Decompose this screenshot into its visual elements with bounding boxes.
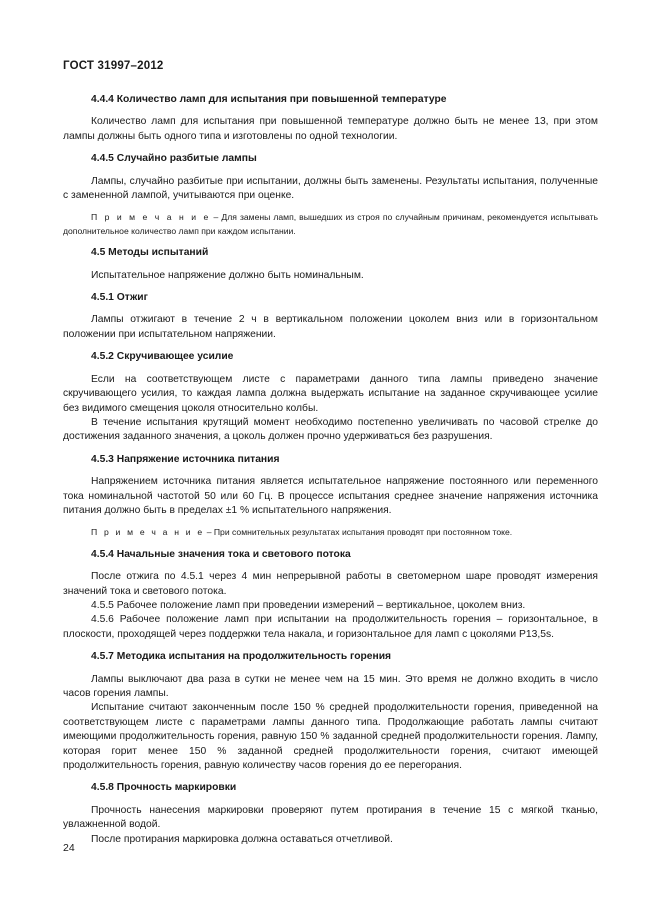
paragraph: 4.5.6 Рабочее положение ламп при испытании на продолжительность горения – горизонтальное, в плоскости, проходящей через поддержки тела накала, и горизонтальное для ламп с цоколями P13,5s. [63, 614, 598, 640]
note [63, 211, 598, 238]
paragraph: Испытательное напряжение должно быть номинальным. [91, 269, 364, 281]
document-header: ГОСТ 31997–2012 [63, 60, 164, 72]
note-text: – Для замены ламп, вышедших из строя по случайным причинам, рекомендуется испытывать дополнительное количество ламп при каждом испытании. [63, 212, 599, 236]
page-body [63, 93, 598, 847]
paragraph: Прочность нанесения маркировки проверяют путем протирания в течение 15 с мягкой тканью, увлажненной водой. [63, 804, 598, 831]
section-4-5 [63, 246, 598, 283]
paragraph: После протирания маркировка должна оставаться отчетливой. [91, 833, 393, 845]
section-heading: 4.5.2 Скручивающее усилие [91, 351, 234, 363]
paragraph: Количество ламп для испытания при повышенной температуре должно быть не менее 13, при этом лампы должны быть одного типа и изготовлены по одной технологии. [63, 116, 598, 142]
section-4-5-3 [63, 453, 598, 540]
section-4-5-4 [63, 548, 598, 642]
section-4-5-2 [63, 350, 598, 444]
section-heading: 4.5.8 Прочность маркировки [91, 782, 237, 794]
section-4-5-8 [63, 781, 598, 847]
page-number: 24 [63, 842, 75, 854]
note-label: П р и м е ч а н и е [91, 527, 205, 538]
paragraph: 4.5.5 Рабочее положение ламп при проведении измерений – вертикальное, цоколем вниз. [91, 599, 526, 611]
note-label: П р и м е ч а н и е [91, 212, 211, 223]
paragraph: В течение испытания крутящий момент необходимо постепенно увеличивать по часовой стрелке до достижения заданного значения, а цоколь должен прочно удерживаться без разрушения. [63, 416, 598, 443]
section-heading: 4.5.4 Начальные значения тока и светового потока [91, 548, 351, 560]
paragraph: Лампы отжигают в течение 2 ч в вертикальном положении цоколем вниз или в горизонтальном положении при испытательном напряжении. [63, 314, 598, 340]
section-4-5-7 [63, 650, 598, 773]
note-text: – При сомнительных результатах испытания проводят при постоянном токе. [204, 527, 513, 538]
section-4-4-5 [63, 152, 598, 238]
section-heading: 4.5.1 Отжиг [91, 292, 148, 304]
section-heading: 4.5.7 Методика испытания на продолжительность горения [91, 651, 392, 663]
paragraph: После отжига по 4.5.1 через 4 мин непрерывной работы в светомерном шаре проводят измерения значений тока и светового потока. [63, 571, 598, 597]
note [63, 526, 598, 539]
paragraph: Лампы выключают два раза в сутки не менее чем на 15 мин. Это время не должно входить в число часов горения лампы. [63, 673, 598, 699]
paragraph: Если на соответствующем листе с параметрами данного типа лампы приведено значение скручивающего усилия, то каждая лампа должна выдержать испытание на заданное скручивающее усилие без видимого смещения цоколя относительно колбы. [63, 373, 598, 414]
section-heading: 4.4.5 Случайно разбитые лампы [91, 153, 257, 165]
section-4-5-1 [63, 291, 598, 342]
section-4-4-4 [63, 93, 598, 144]
paragraph: Испытание считают законченным после 150 % средней продолжительности горения, приведенной на соответствующем листе с параметрами лампы данного типа. Продолжающие работать лампы считают имеющими продолжительность горения, равную 150 % заданной средней продолжительности горения. Лампу, которая горит менее 150 % заданной средней продолжительности горения, считают имеющей продолжительность горения, равную количеству часов горения до ее перегорания. [63, 702, 598, 772]
section-heading: 4.4.4 Количество ламп для испытания при повышенной температуре [91, 94, 447, 105]
paragraph: Напряжением источника питания является испытательное напряжение постоянного или переменного тока номинальной частотой 50 или 60 Гц. В процессе испытания среднее значение напряжения источника питания должно быть в пределах ±1 % испытательного напряжения. [63, 476, 598, 516]
paragraph: Лампы, случайно разбитые при испытании, должны быть заменены. Результаты испытания, полученные с замененной лампой, учитываются при оценке. [63, 175, 598, 202]
section-heading: 4.5 Методы испытаний [91, 247, 209, 259]
section-heading: 4.5.3 Напряжение источника питания [91, 453, 280, 465]
